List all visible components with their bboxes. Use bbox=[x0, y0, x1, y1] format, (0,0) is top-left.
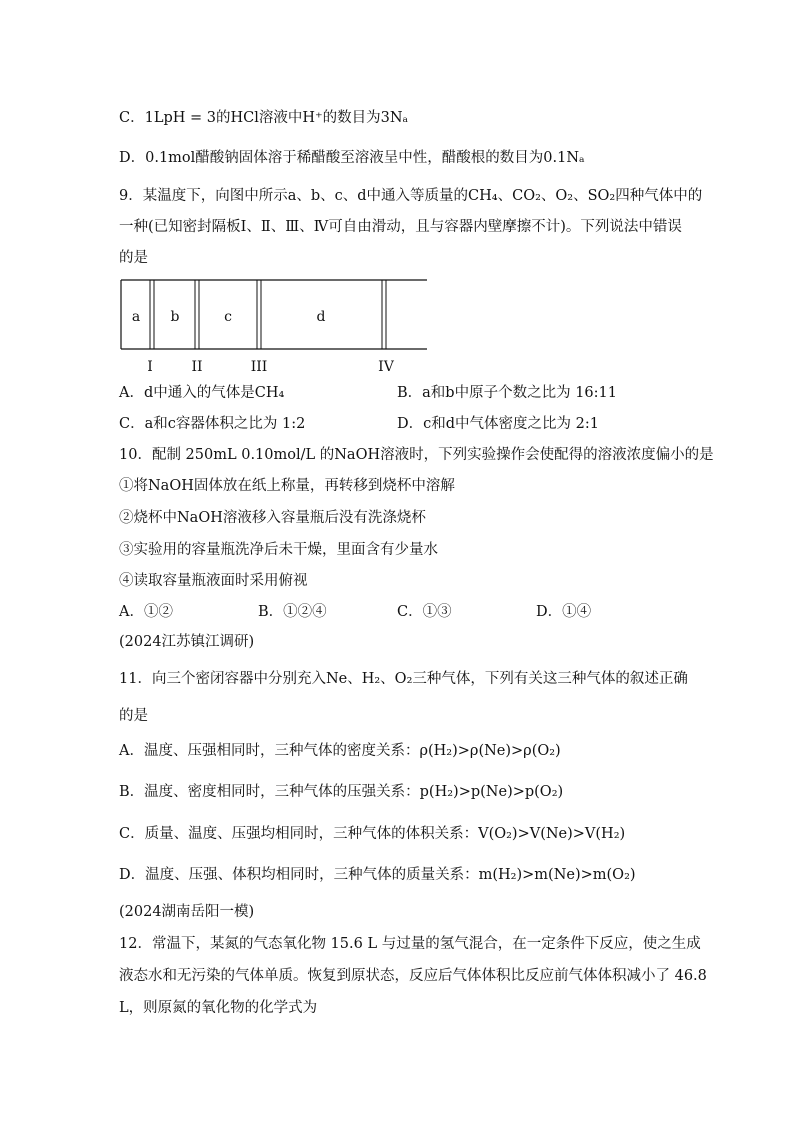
question-11-line-1: 11．向三个密闭容器中分别充入Ne、H₂、O₂三种气体，下列有关这三种气体的叙述正确 bbox=[119, 671, 688, 687]
compartment-b-label: b bbox=[170, 309, 180, 325]
partition-1-label: I bbox=[147, 359, 153, 375]
source-note-2: (2024湖南岳阳一模) bbox=[119, 904, 255, 920]
source-note-1: (2024江苏镇江调研) bbox=[119, 634, 255, 650]
compartment-a-label: a bbox=[131, 309, 141, 325]
question-11-option-a: A．温度、压强相同时，三种气体的密度关系：ρ(H₂)>ρ(Ne)>ρ(O₂) bbox=[119, 743, 561, 759]
partition-2-label: II bbox=[191, 359, 203, 375]
question-9-option-b: B．a和b中原子个数之比为 16:11 bbox=[397, 385, 617, 401]
option-c-prev: C．1LpH = 3的HCl溶液中H⁺的数目为3Nₐ bbox=[119, 110, 409, 126]
question-11-option-d: D．温度、压强、体积均相同时，三种气体的质量关系：m(H₂)>m(Ne)>m(O₂) bbox=[119, 867, 636, 883]
question-9-option-c: C．a和c容器体积之比为 1:2 bbox=[119, 416, 306, 432]
option-d-prev: D．0.1mol醋酸钠固体溶于稀醋酸至溶液呈中性，醋酸根的数目为0.1Nₐ bbox=[119, 150, 585, 166]
compartment-d-label: d bbox=[316, 309, 326, 325]
question-10-item-2: ②烧杯中NaOH溶液移入容量瓶后没有洗涤烧杯 bbox=[119, 510, 426, 526]
question-11-line-2: 的是 bbox=[119, 708, 148, 724]
question-10-option-d: D．①④ bbox=[536, 604, 592, 620]
question-11-option-c: C．质量、温度、压强均相同时，三种气体的体积关系：V(O₂)>V(Ne)>V(H₂) bbox=[119, 826, 626, 842]
question-10-item-4: ④读取容量瓶液面时采用俯视 bbox=[119, 573, 308, 589]
container-diagram bbox=[119, 276, 439, 376]
question-10-option-c: C．①③ bbox=[397, 604, 452, 620]
compartment-c-label: c bbox=[224, 309, 232, 325]
question-12-line-3: L，则原氮的氧化物的化学式为 bbox=[119, 1000, 318, 1016]
question-10-option-b: B．①②④ bbox=[258, 604, 327, 620]
question-9-line-3: 的是 bbox=[119, 250, 148, 266]
question-10-item-1: ①将NaOH固体放在纸上称量，再转移到烧杯中溶解 bbox=[119, 478, 455, 494]
partition-4-label: IV bbox=[378, 359, 394, 375]
question-9-line-2: 一种(已知密封隔板Ⅰ、Ⅱ、Ⅲ、Ⅳ可自由滑动，且与容器内壁摩擦不计)。下列说法中错误 bbox=[119, 219, 682, 235]
question-10-item-3: ③实验用的容量瓶洗净后未干燥，里面含有少量水 bbox=[119, 542, 438, 558]
question-12-line-2: 液态水和无污染的气体单质。恢复到原状态，反应后气体体积比反应前气体体积减小了 46.8 bbox=[119, 968, 707, 984]
question-12-line-1: 12．常温下，某氮的气态氧化物 15.6 L 与过量的氢气混合，在一定条件下反应，使之生成 bbox=[119, 936, 701, 952]
question-9-line-1: 9．某温度下，向图中所示a、b、c、d中通入等质量的CH₄、CO₂、O₂、SO₂四种气体中的 bbox=[119, 188, 703, 204]
question-11-option-b: B．温度、密度相同时，三种气体的压强关系：p(H₂)>p(Ne)>p(O₂) bbox=[119, 784, 564, 800]
question-10-line-1: 10．配制 250mL 0.10mol/L 的NaOH溶液时，下列实验操作会使配得的溶液浓度偏小的是 bbox=[119, 447, 714, 463]
question-9-option-d: D．c和d中气体密度之比为 2:1 bbox=[397, 416, 599, 432]
question-9-option-a: A．d中通入的气体是CH₄ bbox=[119, 385, 285, 401]
question-10-option-a: A．①② bbox=[119, 604, 173, 620]
partition-3-label: III bbox=[250, 359, 268, 375]
